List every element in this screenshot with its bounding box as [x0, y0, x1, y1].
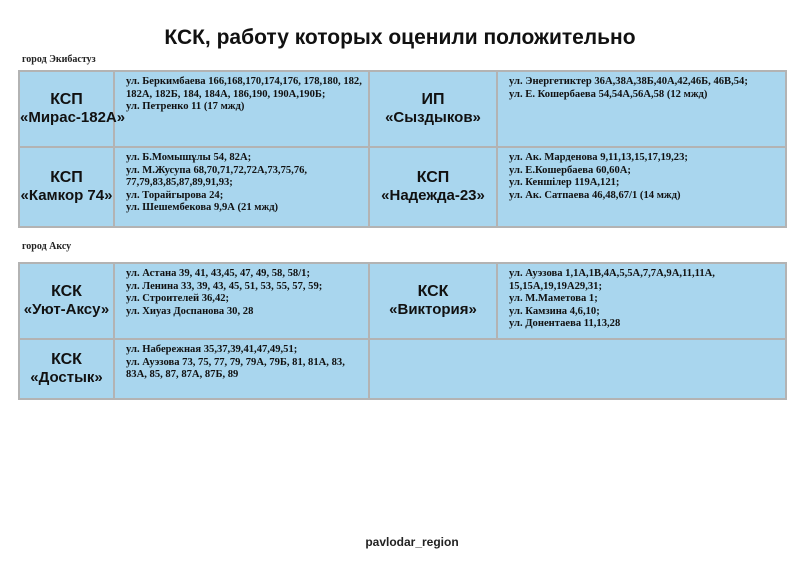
org-name-cell [369, 71, 497, 147]
address-line: ул. Ак. Сатпаева 46,48,67/1 (14 мжд) [509, 189, 681, 201]
address-line: ул. Торайгырова 24; [126, 189, 224, 201]
address-line: ул. Энергетиктер 36А,38А,38Б,40А,42,46Б, 46В,54; [509, 76, 748, 87]
org-name-cell [19, 263, 114, 339]
address-line: ул. Донентаева 11,13,28 [509, 318, 621, 330]
address-cell [497, 147, 786, 227]
address-cell [114, 71, 369, 147]
address-line: ул. Шешембекова 9,9А (21 мжд) [126, 202, 279, 214]
city-label-ekibastuz: город Экибастуз [22, 54, 96, 65]
address-line: ул. Набережная 35,37,39,41,47,49,51; [126, 344, 298, 355]
address-line: ул. Астана 39, 41, 43,45, 47, 49, 58, 58/1; [126, 268, 310, 279]
org-type: ИП [421, 91, 445, 108]
org-name: «Уют-Аксу» [23, 301, 110, 318]
address-line: ул. Е. Кошербаева 54,54А,56А,58 (12 мжд) [509, 88, 708, 100]
org-type: КСК [51, 351, 82, 368]
empty-cell [369, 339, 786, 399]
address-line: ул. Е.Кошербаева 60,60А; [509, 164, 631, 176]
city-label-aksu: город Аксу [22, 241, 72, 252]
org-type: КСК [417, 283, 449, 300]
address-line: ул. Ленина 33, 39, 43, 45, 51, 53, 55, 57, 59; [126, 280, 323, 292]
org-type: КСП [416, 169, 450, 186]
org-name-cell [369, 263, 497, 339]
page-title: КСК, работу которых оценили положительно [164, 26, 636, 49]
footer-source: pavlodar_region [365, 535, 459, 549]
org-name-cell [19, 339, 114, 399]
table-row [19, 71, 786, 147]
address-line: ул. Ауэзова 73, 75, 77, 79, 79А, 79Б, 81, 81А, 83, 83А, 85, 87, 87А, 87Б, 89 [126, 356, 345, 381]
address-line: ул. М.Маметова 1; [509, 293, 598, 305]
org-type: КСК [51, 283, 82, 300]
org-type: КСП [50, 169, 83, 186]
table-row [19, 339, 786, 399]
ekibastuz-table [18, 70, 787, 228]
address-line: ул. Кеншілер 119А,121; [509, 177, 620, 189]
address-cell [497, 71, 786, 147]
org-name-cell [19, 147, 114, 227]
address-line: ул. Беркимбаева 166,168,170,174,176, 178,180, 182, 182А, 182Б, 184, 184А, 186,190, 190А,190Б; [126, 76, 362, 100]
org-name-cell [369, 147, 497, 227]
address-line: ул. Ауэзова 1,1А,1В,4А,5,5А,7,7А,9А,11,11А, 15,15А,19,19А29,31; [509, 268, 715, 292]
address-cell [114, 339, 369, 399]
address-line: ул. Хиуаз Доспанова 30, 28 [126, 305, 254, 317]
org-name-cell [19, 71, 126, 147]
address-line: ул. Камзина 4,6,10; [509, 305, 600, 317]
aksu-table [18, 262, 787, 400]
table-row [19, 263, 786, 339]
org-name: «Надежда-23» [381, 187, 485, 204]
org-name: «Камкор 74» [20, 187, 113, 204]
address-line: ул. Ак. Марденова 9,11,13,15,17,19,23; [509, 152, 688, 163]
org-type: КСП [50, 91, 83, 108]
address-line: ул. Строителей 36,42; [126, 293, 230, 305]
table-row [19, 147, 786, 227]
address-line: ул. Петренко 11 (17 мжд) [126, 101, 245, 113]
address-cell [114, 263, 369, 339]
address-cell [497, 263, 786, 339]
address-line: ул. Б.Момышұлы 54, 82А; [126, 152, 252, 163]
org-name: «Мирас-182А» [20, 109, 126, 126]
org-name: «Достык» [30, 369, 103, 386]
address-line: ул. М.Жусупа 68,70,71,72,72А,73,75,76, 77,79,83,85,87,89,91,93; [126, 164, 308, 189]
org-name: «Виктория» [389, 301, 477, 318]
address-cell [114, 147, 369, 227]
org-name: «Сыздыков» [385, 109, 481, 126]
